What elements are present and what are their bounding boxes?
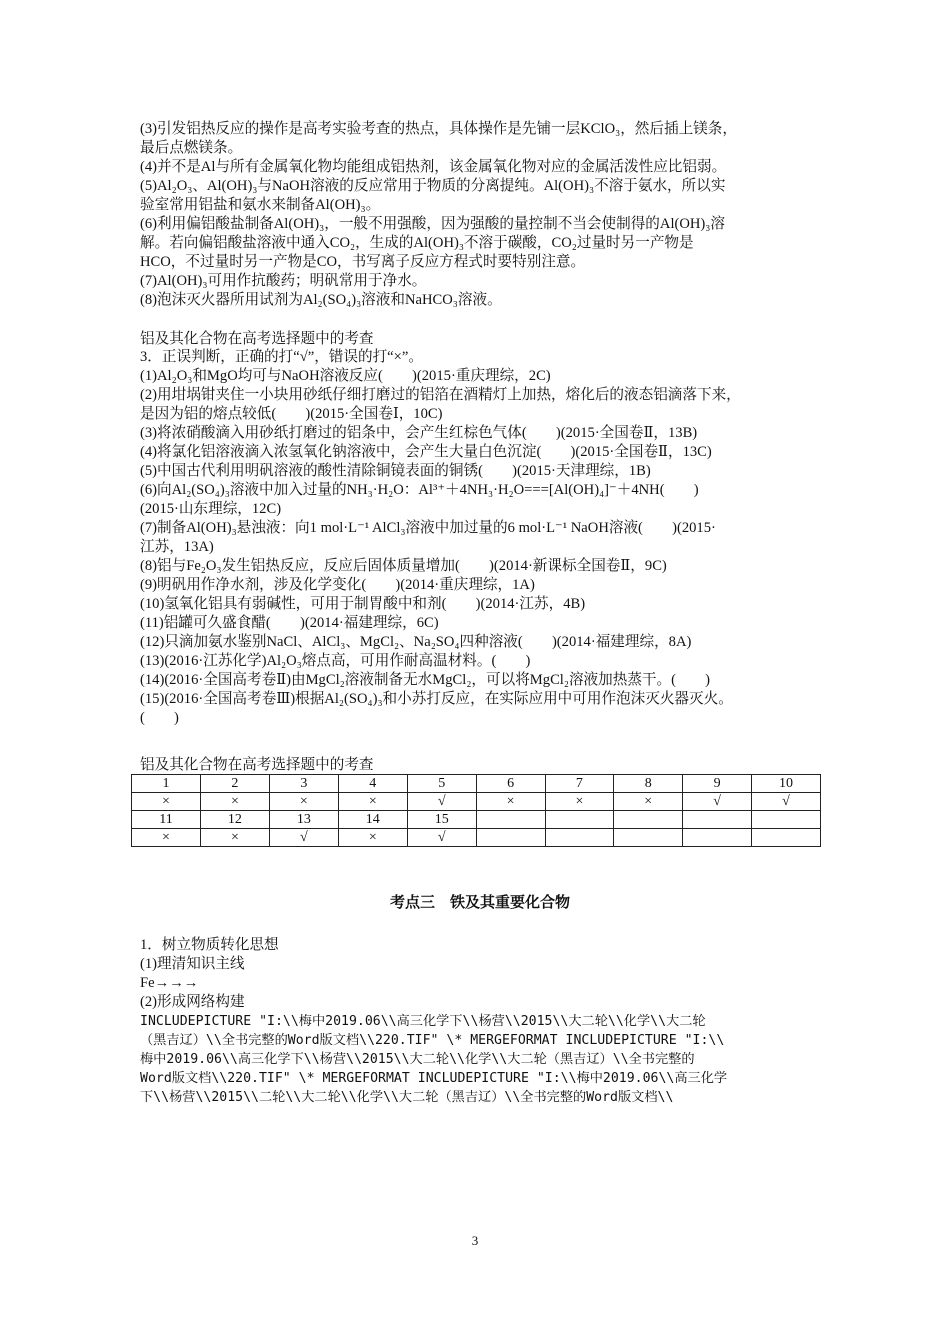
table-cell [614, 811, 683, 829]
note-line: (4)并不是Al与所有金属氧化物均能组成铝热剂，该金属氧化物对应的金属活泼性应比铝弱。 [140, 159, 727, 175]
table-cell [476, 811, 545, 829]
note-line: 解。若向偏铝酸盐溶液中通入CO₂，生成的Al(OH)₃不溶于碳酸，CO₂过量时另一产物是 [140, 235, 694, 251]
table-cell: × [132, 793, 201, 811]
note-line: 验室常用铝盐和氨水来制备Al(OH)₃。 [140, 197, 381, 213]
table-cell: 5 [407, 775, 476, 793]
body-line: (1)理清知识主线 [140, 956, 245, 972]
question-line: (6)向Al₂(SO₄)₃溶液中加入过量的NH₃·H₂O：Al³⁺＋4NH₃·H₂O===[Al(OH)₄]⁻＋4NH( ) [140, 482, 699, 498]
table-cell: 14 [338, 811, 407, 829]
question-line: (9)明矾用作净水剂，涉及化学变化( )(2014·重庆理综，1A) [140, 577, 535, 593]
note-line: (6)利用偏铝酸盐制备Al(OH)₃，一般不用强酸，因为强酸的量控制不当会使制得的Al(OH)₃溶 [140, 216, 725, 232]
question-line: (8)铝与Fe₂O₃发生铝热反应，反应后固体质量增加( )(2014·新课标全国卷Ⅱ，9C) [140, 558, 667, 574]
question-line: (5)中国古代利用明矾溶液的酸性清除铜镜表面的铜锈( )(2015·天津理综，1B) [140, 463, 651, 479]
table-cell [476, 829, 545, 847]
note-line: HCO，不过量时另一产物是CO，书写离子反应方程式时要特别注意。 [140, 254, 586, 270]
section-heading: 铝及其化合物在高考选择题中的考查 [140, 330, 374, 347]
table-cell: × [545, 793, 614, 811]
instruction: 3．正误判断，正确的打“√”，错误的打“×”。 [140, 349, 423, 365]
question-line: (14)(2016·全国高考卷Ⅱ)由MgCl₂溶液制备无水MgCl₂，可以将MgCl₂溶液加热蒸干。( ) [140, 672, 711, 688]
table-cell: √ [269, 829, 338, 847]
question-line: (13)(2016·江苏化学)Al₂O₃熔点高，可用作耐高温材料。( ) [140, 653, 531, 669]
table-cell [545, 811, 614, 829]
table-cell: 9 [683, 775, 752, 793]
question-line: (4)将氯化铝溶液滴入浓氢氧化钠溶液中，会产生大量白色沉淀( )(2015·全国卷Ⅱ，13C) [140, 444, 712, 460]
document-page [140, 120, 820, 1107]
question-line: (3)将浓硝酸滴入用砂纸打磨过的铝条中，会产生红棕色气体( )(2015·全国卷Ⅱ，13B) [140, 425, 698, 441]
note-line: (5)Al₂O₃、Al(OH)₃与NaOH溶液的反应常用于物质的分离提纯。Al(OH)₃不溶于氨水，所以实 [140, 178, 726, 194]
table-cell: 12 [200, 811, 269, 829]
question-line: (7)制备Al(OH)₃悬浊液：向1 mol·L⁻¹ AlCl₃溶液中加过量的6 mol·L⁻¹ NaOH溶液( )(2015· [140, 520, 716, 536]
exam-section [140, 329, 820, 728]
table-cell: √ [407, 829, 476, 847]
question-line: (2)用坩埚钳夹住一小块用砂纸仔细打磨过的铝箔在酒精灯上加热，熔化后的液态铝滴落下来， [140, 387, 741, 403]
table-cell [683, 829, 752, 847]
table-cell [683, 811, 752, 829]
question-line: (11)铝罐可久盛食醋( )(2014·福建理综，6C) [140, 615, 439, 631]
note-line: 最后点燃镁条。 [140, 140, 243, 156]
table-cell: 6 [476, 775, 545, 793]
question-line: (1)Al₂O₃和MgO均可与NaOH溶液反应( )(2015·重庆理综，2C) [140, 368, 551, 384]
table-row [132, 811, 821, 829]
table-cell: × [338, 829, 407, 847]
table-cell: √ [407, 793, 476, 811]
table-cell: √ [751, 793, 820, 811]
table-cell: 7 [545, 775, 614, 793]
field-code-line: Word版文档\\220.TIF" \* MERGEFORMAT INCLUDEPICTURE "I:\\梅中2019.06\\高三化学 [140, 1071, 728, 1086]
table-cell: × [269, 793, 338, 811]
iron-section [140, 936, 820, 1107]
table-row [132, 829, 821, 847]
table-cell: × [476, 793, 545, 811]
table-cell: × [132, 829, 201, 847]
question-line: 是因为铝的熔点较低( )(2015·全国卷Ⅰ，10C) [140, 406, 443, 422]
table-cell: 11 [132, 811, 201, 829]
field-code-line: 下\\杨营\\2015\\二轮\\大二轮\\化学\\大二轮（黑吉辽）\\全书完整的Word版文档\\ [140, 1090, 674, 1105]
table-cell [751, 811, 820, 829]
table-cell: √ [683, 793, 752, 811]
body-line: Fe→→→ [140, 975, 199, 991]
answer-table [131, 774, 821, 847]
page-number: 3 [471, 1233, 479, 1248]
notes-block [140, 120, 820, 310]
note-line: (3)引发铝热反应的操作是高考实验考查的热点，具体操作是先铺一层KClO₃，然后插上镁条， [140, 121, 737, 137]
table-cell: × [200, 793, 269, 811]
table-cell [751, 829, 820, 847]
field-code-line: INCLUDEPICTURE "I:\\梅中2019.06\\高三化学下\\杨营\\2015\\大二轮\\化学\\大二轮 [140, 1014, 706, 1029]
table-cell: 2 [200, 775, 269, 793]
question-line: (2015·山东理综，12C) [140, 501, 282, 517]
table-row [132, 775, 821, 793]
table-cell: × [614, 793, 683, 811]
field-code-line: （黑吉辽）\\全书完整的Word版文档\\220.TIF" \* MERGEFORMAT INCLUDEPICTURE "I:\\ [140, 1033, 725, 1048]
table-cell: × [338, 793, 407, 811]
field-code-line: 梅中2019.06\\高三化学下\\杨营\\2015\\大二轮\\化学\\大二轮（黑吉辽）\\全书完整的 [140, 1052, 695, 1067]
question-line: 江苏，13A) [140, 539, 214, 555]
table-cell: × [200, 829, 269, 847]
answer-table-caption: 铝及其化合物在高考选择题中的考查 [140, 756, 374, 773]
body-line: (2)形成网络构建 [140, 994, 245, 1010]
question-line: (12)只滴加氨水鉴别NaCl、AlCl₃、MgCl₂、Na₂SO₄四种溶液( )(2014·福建理综，8A) [140, 634, 692, 650]
table-cell: 4 [338, 775, 407, 793]
table-cell: 1 [132, 775, 201, 793]
table-cell: 8 [614, 775, 683, 793]
body-line: 1．树立物质转化思想 [140, 937, 279, 953]
table-cell: 15 [407, 811, 476, 829]
question-line: (15)(2016·全国高考卷Ⅲ)根据Al₂(SO₄)₃和小苏打反应，在实际应用中可用作泡沫灭火器灭火。 [140, 691, 733, 707]
question-line: ( ) [140, 710, 179, 726]
table-cell: 3 [269, 775, 338, 793]
question-line: (10)氢氧化铝具有弱碱性，可用于制胃酸中和剂( )(2014·江苏，4B) [140, 596, 586, 612]
table-cell: 13 [269, 811, 338, 829]
table-cell [545, 829, 614, 847]
table-row [132, 793, 821, 811]
table-cell [614, 829, 683, 847]
table-cell: 10 [751, 775, 820, 793]
note-line: (8)泡沫灭火器所用试剂为Al₂(SO₄)₃溶液和NaHCO₃溶液。 [140, 292, 502, 308]
note-line: (7)Al(OH)₃可用作抗酸药；明矾常用于净水。 [140, 273, 427, 289]
section-title-iron: 考点三 铁及其重要化合物 [389, 893, 570, 911]
